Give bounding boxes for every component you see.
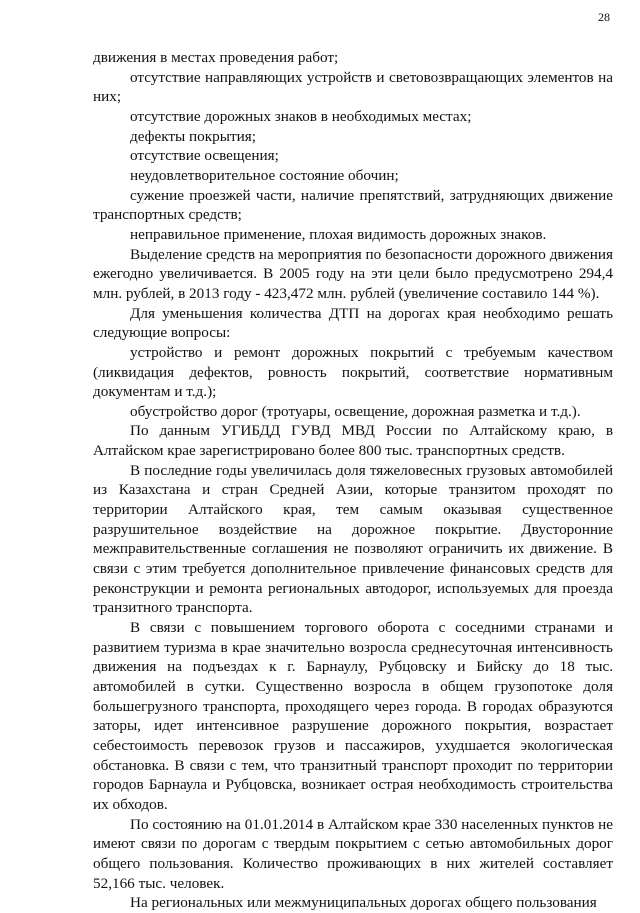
- paragraph: отсутствие направляющих устройств и световозвращающих элементов на них;: [93, 68, 613, 106]
- paragraph: неудовлетворительное состояние обочин;: [130, 166, 399, 184]
- paragraph: сужение проезжей части, наличие препятствий, затрудняющих движение транспортных средств;: [93, 186, 613, 224]
- paragraph: Для уменьшения количества ДТП на дорогах края необходимо решать следующие вопросы:: [93, 304, 613, 342]
- paragraph: отсутствие дорожных знаков в необходимых местах;: [130, 107, 472, 125]
- paragraph: В связи с повышением торгового оборота с соседними странами и развитием туризма в крае значительно возросла среднесуточная интенсивность движения на подъездах к г. Барнаулу, Рубцовску и Бийску до 18 тыс. автомобилей в сутки. Существенно возросла в общем грузопотоке доля большегрузного транспорта, проходящего через города. В городах образуются заторы, идет интенсивное разрушение дорожного покрытия, возрастает себестоимость перевозок грузов и пассажиров, ухудшается экологическая обстановка. В связи с тем, что транзитный транспорт проходит по территории городов Барнаула и Рубцовска, возникает острая необходимость строительства их обходов.: [93, 619, 613, 813]
- document-body: [93, 48, 613, 913]
- paragraph: неправильное применение, плохая видимость дорожных знаков.: [130, 225, 547, 243]
- paragraph: По данным УГИБДД ГУВД МВД России по Алтайскому краю, в Алтайском крае зарегистрировано более 800 тыс. транспортных средств.: [93, 422, 613, 460]
- paragraph: дефекты покрытия;: [130, 127, 256, 145]
- paragraph: По состоянию на 01.01.2014 в Алтайском крае 330 населенных пунктов не имеют связи по дорогам с твердым покрытием с сетью автомобильных дорог общего пользования. Количество проживающих в них жителей составляет 52,166 тыс. человек.: [93, 815, 613, 892]
- paragraph: обустройство дорог (тротуары, освещение, дорожная разметка и т.д.).: [130, 402, 581, 420]
- page-number: 28: [598, 10, 610, 24]
- paragraph: движения в местах проведения работ;: [93, 49, 339, 66]
- paragraph: устройство и ремонт дорожных покрытий с требуемым качеством (ликвидация дефектов, ровность покрытий, соответствие нормативным документам и т.д.);: [93, 343, 613, 401]
- paragraph: На региональных или межмуниципальных дорогах общего пользования: [130, 894, 597, 912]
- paragraph: В последние годы увеличилась доля тяжеловесных грузовых автомобилей из Казахстана и стран Средней Азии, которые транзитом проходят по территории Алтайского края, тем самым оказывая существенное разрушительное воздействие на дорожное покрытие. Двусторонние межправительственные соглашения не позволяют ограничить их движение. В связи с этим требуется дополнительное привлечение финансовых средств для реконструкции и ремонта региональных автодорог, используемых для проезда транзитного транспорта.: [93, 461, 613, 617]
- paragraph: отсутствие освещения;: [130, 147, 279, 165]
- paragraph: Выделение средств на мероприятия по безопасности дорожного движения ежегодно увеличивается. В 2005 году на эти цели было предусмотрено 294,4 млн. рублей, в 2013 году - 423,472 млн. рублей (увеличение составило 144 %).: [93, 245, 613, 302]
